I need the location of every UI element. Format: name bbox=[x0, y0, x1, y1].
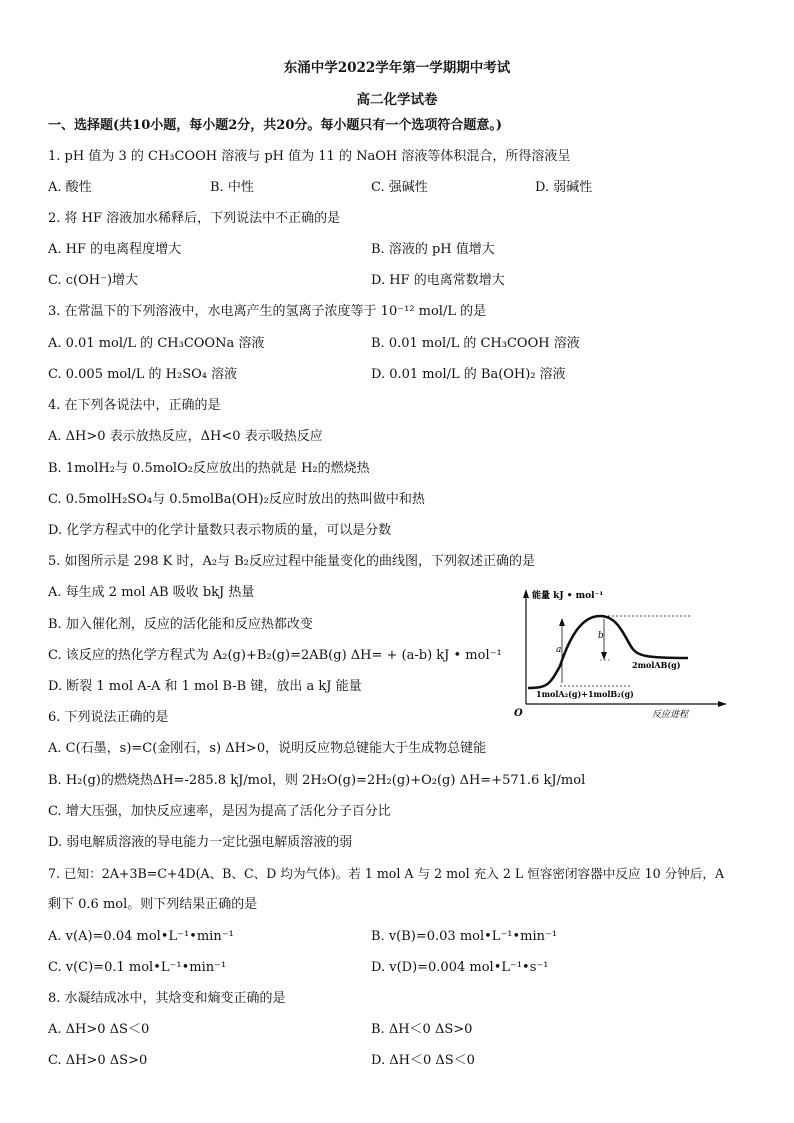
y-axis-arrow bbox=[523, 589, 529, 598]
question-4-option-a: A. ΔH>0 表示放热反应，ΔH<0 表示吸热反应 bbox=[48, 429, 323, 444]
question-7-option-a: A. v(A)=0.04 mol•L⁻¹•min⁻¹ bbox=[48, 929, 234, 944]
school-title: 东涌中学2022学年第一学期期中考试 bbox=[283, 60, 511, 76]
a-arrow-head bbox=[559, 618, 565, 626]
section-heading: 一、选择题(共10小题，每小题2分，共20分。每小题只有一个选项符合题意。) bbox=[48, 118, 503, 133]
question-8-option-c: C. ΔH>0 ΔS>0 bbox=[48, 1053, 148, 1068]
question-7-stem-line2: 剩下 0.6 mol。则下列结果正确的是 bbox=[48, 897, 258, 912]
reactant-label: 1molA₂(g)+1molB₂(g) bbox=[536, 689, 634, 699]
b-label: b bbox=[598, 631, 604, 641]
a-label: a bbox=[556, 645, 562, 655]
question-8-option-a: A. ΔH>0 ΔS＜0 bbox=[48, 1022, 150, 1037]
b-arrow-head bbox=[601, 652, 607, 660]
question-8-stem: 8. 水凝结成冰中，其焓变和熵变正确的是 bbox=[48, 991, 286, 1006]
question-6-stem: 6. 下列说法正确的是 bbox=[48, 710, 169, 725]
question-5-option-d: D. 断裂 1 mol A-A 和 1 mol B-B 键，放出 a kJ 能量 bbox=[48, 679, 362, 694]
question-3-option-a: A. 0.01 mol/L 的 CH₃COONa 溶液 bbox=[48, 336, 265, 351]
question-5-option-b: B. 加入催化剂，反应的活化能和反应热都改变 bbox=[48, 617, 313, 632]
question-6-option-b: B. H₂(g)的燃烧热ΔH=-285.8 kJ/mol，则 2H₂O(g)=2H₂(g)+O₂(g) ΔH=+571.6 kJ/mol bbox=[48, 773, 586, 788]
question-8-option-b: B. ΔH＜0 ΔS>0 bbox=[371, 1022, 473, 1037]
question-6-option-a: A. C(石墨，s)=C(金刚石，s) ΔH>0，说明反应物总键能大于生成物总键能 bbox=[48, 741, 487, 756]
question-7-option-c: C. v(C)=0.1 mol•L⁻¹•min⁻¹ bbox=[48, 960, 227, 975]
question-3-option-c: C. 0.005 mol/L 的 H₂SO₄ 溶液 bbox=[48, 367, 238, 382]
energy-diagram-svg bbox=[512, 586, 732, 718]
question-1-option-a: A. 酸性 bbox=[48, 180, 92, 195]
product-label: 2molAB(g) bbox=[632, 660, 681, 670]
question-8-option-d: D. ΔH＜0 ΔS＜0 bbox=[371, 1053, 475, 1068]
question-3-option-b: B. 0.01 mol/L 的 CH₃COOH 溶液 bbox=[371, 336, 580, 351]
question-4-option-b: B. 1molH₂与 0.5molO₂反应放出的热就是 H₂的燃烧热 bbox=[48, 461, 370, 476]
y-axis-label: 能量 kJ • mol⁻¹ bbox=[532, 591, 604, 601]
question-3-option-d: D. 0.01 mol/L 的 Ba(OH)₂ 溶液 bbox=[371, 367, 566, 382]
question-6-option-d: D. 弱电解质溶液的导电能力一定比强电解质溶液的弱 bbox=[48, 835, 353, 850]
question-2-stem: 2. 将 HF 溶液加水稀释后，下列说法中不正确的是 bbox=[48, 211, 341, 226]
question-7-option-d: D. v(D)=0.004 mol•L⁻¹•s⁻¹ bbox=[371, 960, 549, 975]
question-4-option-d: D. 化学方程式中的化学计量数只表示物质的量，可以是分数 bbox=[48, 523, 392, 538]
question-5-option-c: C. 该反应的热化学方程式为 A₂(g)+B₂(g)=2AB(g) ΔH= + (a-b) kJ • mol⁻¹ bbox=[48, 648, 502, 663]
x-axis-arrow bbox=[718, 701, 727, 707]
question-2-option-b: B. 溶液的 pH 值增大 bbox=[371, 242, 495, 257]
paper-title: 高二化学试卷 bbox=[356, 92, 438, 108]
question-2-option-d: D. HF 的电离常数增大 bbox=[371, 273, 505, 288]
origin-label: O bbox=[514, 708, 523, 718]
question-3-stem: 3. 在常温下的下列溶液中，水电离产生的氢离子浓度等于 10⁻¹² mol/L 的是 bbox=[48, 304, 487, 319]
x-axis-label: 反应进程 bbox=[652, 710, 689, 718]
energy-diagram bbox=[512, 586, 732, 718]
question-5-stem: 5. 如图所示是 298 K 时，A₂与 B₂反应过程中能量变化的曲线图，下列叙述正确的是 bbox=[48, 554, 535, 569]
question-7-stem-line1: 7. 已知：2A+3B=C+4D(A、B、C、D 均为气体)。若 1 mol A 与 2 mol 充入 2 L 恒容密闭容器中反应 10 分钟后，A bbox=[48, 866, 725, 881]
question-6-option-c: C. 增大压强，加快反应速率，是因为提高了活化分子百分比 bbox=[48, 804, 391, 819]
energy-curve bbox=[528, 616, 688, 688]
question-2-option-c: C. c(OH⁻)增大 bbox=[48, 273, 139, 288]
question-2-option-a: A. HF 的电离程度增大 bbox=[48, 242, 182, 257]
question-4-stem: 4. 在下列各说法中，正确的是 bbox=[48, 398, 221, 413]
question-7-option-b: B. v(B)=0.03 mol•L⁻¹•min⁻¹ bbox=[371, 929, 558, 944]
question-4-option-c: C. 0.5molH₂SO₄与 0.5molBa(OH)₂反应时放出的热叫做中和热 bbox=[48, 492, 425, 507]
question-1-option-d: D. 弱碱性 bbox=[535, 180, 593, 195]
question-1-option-b: B. 中性 bbox=[210, 180, 254, 195]
question-1-option-c: C. 强碱性 bbox=[371, 180, 428, 195]
question-5-option-a: A. 每生成 2 mol AB 吸收 bkJ 热量 bbox=[48, 585, 255, 600]
question-1-stem: 1. pH 值为 3 的 CH₃COOH 溶液与 pH 值为 11 的 NaOH 溶液等体积混合，所得溶液呈 bbox=[48, 149, 571, 164]
